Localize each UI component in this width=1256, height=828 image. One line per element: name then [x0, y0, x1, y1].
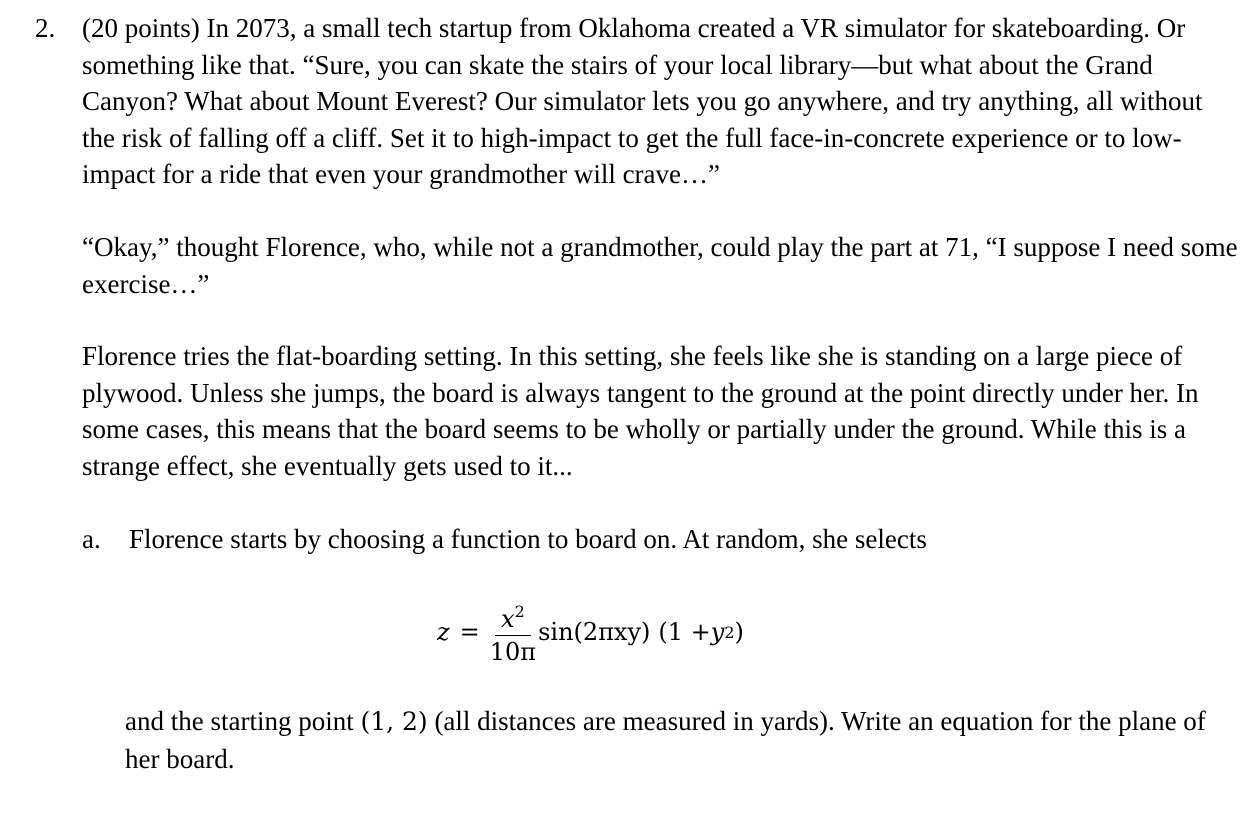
problem-number: 2.	[35, 13, 56, 43]
part-a-intro: Florence starts by choosing a function to board on. At random, she selects	[129, 524, 927, 554]
equation-factor-close: )	[734, 618, 744, 646]
numerator-base: x	[501, 605, 515, 633]
equation-factor-var: y	[710, 618, 725, 646]
equation-factor-open: (1 +	[658, 618, 711, 646]
equation-fraction	[490, 598, 536, 666]
florence-quote-paragraph: “Okay,” thought Florence, who, while not a grandmother, could play the part at 71, “I suppose I need some exercise…”	[82, 232, 1238, 299]
equation-equals: =	[459, 618, 480, 646]
starting-point: (1, 2)	[360, 707, 428, 736]
question-suffix: (all distances are measured in yards). Write an equation for the plane of her board.	[125, 706, 1206, 774]
numerator-exponent: 2	[514, 602, 525, 621]
flat-boarding-paragraph: Florence tries the flat-boarding setting. In this setting, she feels like she is standing on a large piece of plywood. Unless she jumps, the board is always tangent to the ground at the point directly under her. In some cases, this means that the board seems to be wholly or partially under the ground. While this is a strange effect, she eventually gets used to it...	[82, 341, 1199, 481]
part-a-label: a.	[82, 524, 101, 554]
equation-factor-exp: 2	[724, 622, 735, 642]
part-a-question	[125, 703, 1225, 777]
surface-equation	[437, 592, 744, 672]
equation-lhs: z	[437, 618, 450, 646]
problem-intro-paragraph: (20 points) In 2073, a small tech startup from Oklahoma created a VR simulator for skateboarding. Or something like that. “Sure, you can skate the stairs of your local library—but what about the Grand Canyon? What about Mount Everest? Our simulator lets you go anywhere, and try anything, all without the risk of falling off a cliff. Set it to high-impact to get the full face-in-concrete experience or to low-impact for a ride that even your grandmother will crave…”	[82, 13, 1203, 189]
fraction-denominator: 10π	[489, 638, 537, 666]
question-prefix: and the starting point	[125, 706, 361, 736]
equation-sine-term: sin(2πxy)	[538, 618, 651, 646]
fraction-numerator	[495, 598, 531, 636]
